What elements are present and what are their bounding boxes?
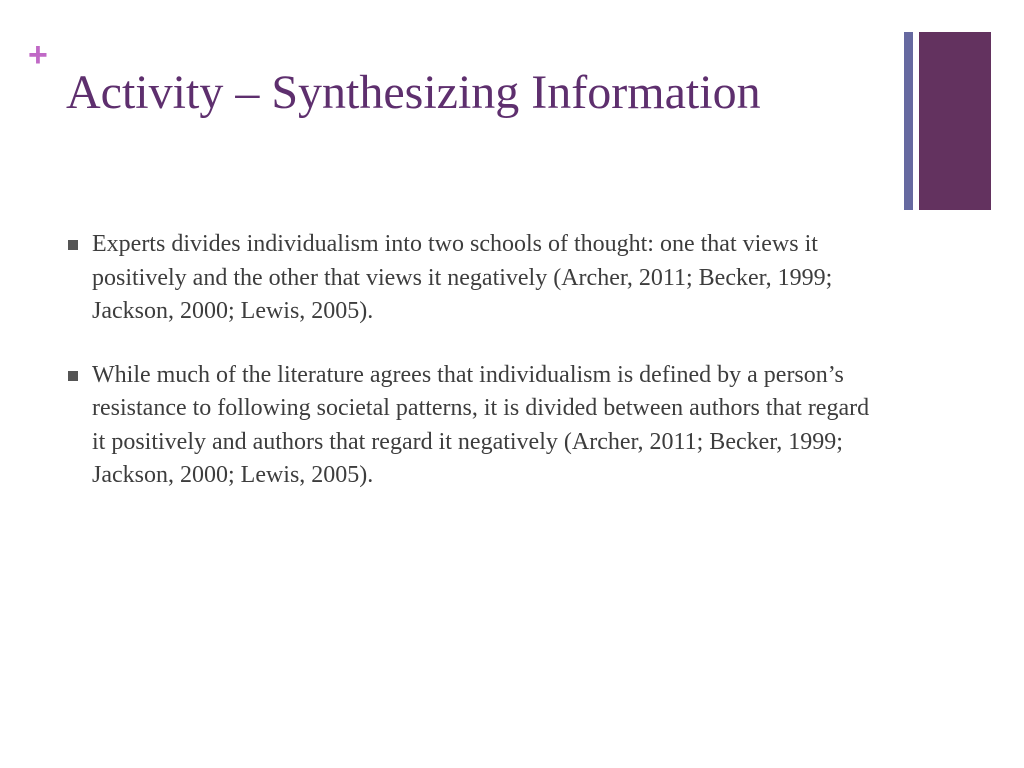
- bullet-item: [66, 228, 886, 329]
- square-bullet-icon: [68, 371, 78, 381]
- bullet-item: [66, 359, 886, 493]
- bullet-text: Experts divides individualism into two schools of thought: one that views it positively and the other that views it negatively (Archer, 2011; Becker, 1999; Jackson, 2000; Lewis, 2005).: [92, 231, 833, 324]
- square-bullet-icon: [68, 240, 78, 250]
- bullet-text: While much of the literature agrees that individualism is defined by a person’s resistance to following societal patterns, it is divided between authors that regard it positively and authors that regard it negatively (Archer, 2011; Becker, 1999; Jackson, 2000; Lewis, 2005).: [92, 361, 870, 488]
- accent-bar-thin: [904, 32, 913, 210]
- plus-mark-icon: +: [28, 36, 48, 74]
- bullet-list: [66, 228, 886, 523]
- slide-title: Activity – Synthesizing Information: [66, 66, 761, 119]
- accent-bar-thick: [919, 32, 991, 210]
